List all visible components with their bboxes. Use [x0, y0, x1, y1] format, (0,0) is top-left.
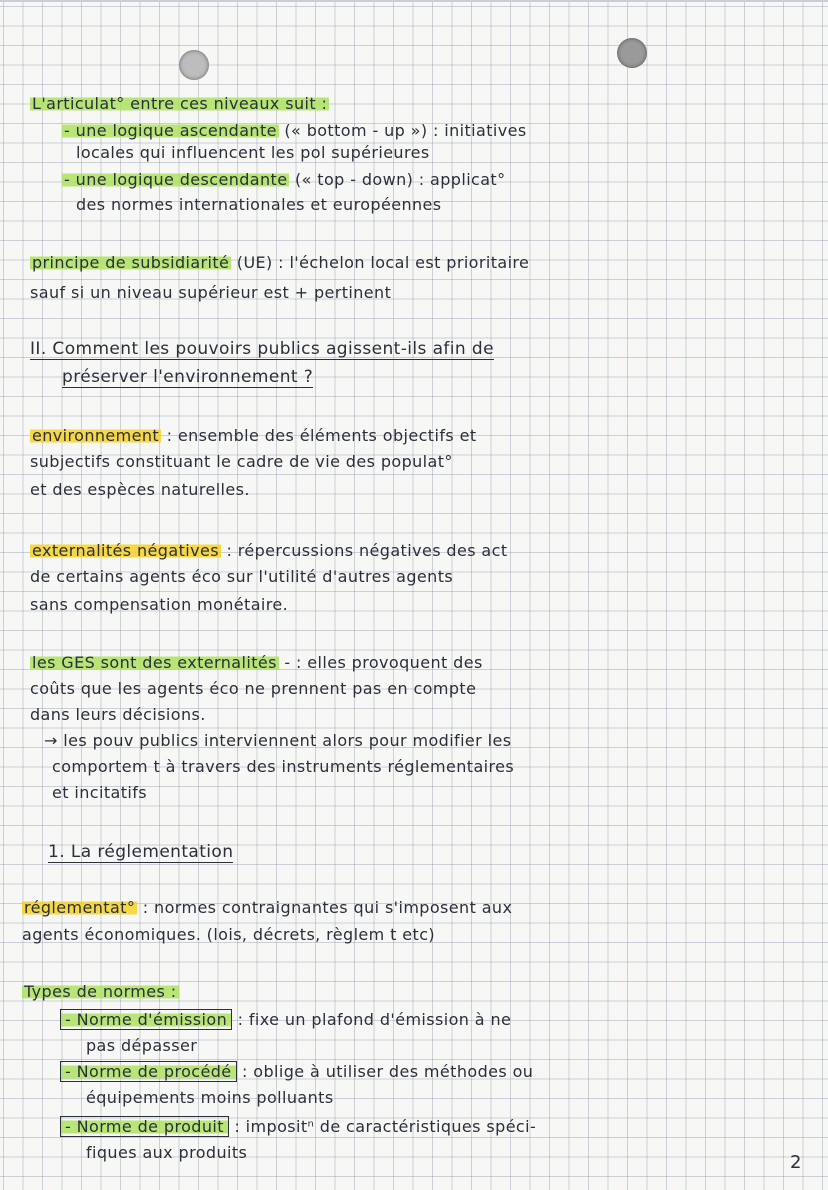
regulation-def-line1-rest: : normes contraignantes qui s'imposent aux [142, 898, 513, 917]
norm-product-line2 [86, 1143, 247, 1163]
section-2-title-line1 [30, 339, 494, 359]
norm-types-heading [22, 982, 179, 1002]
norm-process-line1 [60, 1062, 533, 1082]
subsection-1-title [48, 842, 233, 862]
ges-line6 [52, 783, 147, 803]
norm-process-line2 [86, 1088, 334, 1108]
ges-line1-rest: - : elles provoquent des [284, 653, 483, 672]
ges-line3 [30, 705, 206, 725]
regulation-def-line2 [22, 925, 435, 945]
bullet-ascending-cont-text: locales qui influencent les pol supérieures [76, 143, 430, 162]
ges-term: les GES sont des externalités [32, 653, 277, 672]
page-top-edge [0, 0, 828, 2]
section-2-title-line1-text: II. Comment les pouvoirs publics agissent-ils afin de [30, 339, 494, 359]
ges-line2-text: coûts que les agents éco ne prennent pas en compte [30, 679, 477, 698]
environment-def-line3 [30, 480, 250, 500]
section-2-title-line2 [62, 367, 313, 387]
bullet-ascending [62, 121, 527, 141]
section-2-title-line2-text: préserver l'environnement ? [62, 367, 314, 387]
norm-product-rest: : impositⁿ de caractéristiques spéci- [234, 1117, 537, 1136]
environment-def-line1 [30, 426, 477, 446]
externalities-term: externalités négatives [32, 541, 219, 560]
bullet-ascending-rest: (« bottom - up ») : initiatives [284, 121, 527, 140]
ges-line4 [44, 731, 511, 751]
environment-def-line2-text: subjectifs constituant le cadre de vie des populat° [30, 452, 453, 471]
bullet-descending-cont [76, 195, 442, 215]
subsidiarity-line2-text: sauf si un niveau supérieur est + pertinent [30, 283, 392, 302]
norm-product-term: - Norme de produit [60, 1116, 229, 1137]
bullet-ascending-cont [76, 143, 430, 163]
environment-def-line3-text: et des espèces naturelles. [30, 480, 250, 499]
norm-emission-rest: : fixe un plafond d'émission à ne [237, 1010, 512, 1029]
externalities-def-line1-rest: : répercussions négatives des act [226, 541, 508, 560]
regulation-term: réglementat° [24, 898, 136, 917]
norm-emission-term: - Norme d'émission [60, 1009, 232, 1030]
subsidiarity-line1-rest: (UE) : l'échelon local est prioritaire [236, 253, 530, 272]
externalities-def-line3 [30, 595, 288, 615]
externalities-def-line2-text: de certains agents éco sur l'utilité d'autres agents [30, 567, 454, 586]
externalities-def-line1 [30, 541, 508, 561]
norm-process-line2-text: équipements moins polluants [86, 1088, 334, 1107]
externalities-def-line2 [30, 567, 453, 587]
ges-line4-text: → les pouv publics interviennent alors pour modifier les [44, 731, 512, 750]
ges-line1 [30, 653, 483, 673]
subsidiarity-term: principe de subsidiarité [32, 253, 230, 272]
ges-line5 [52, 757, 514, 777]
binder-hole-left [179, 50, 209, 80]
norm-emission-line1 [60, 1010, 511, 1030]
environment-term: environnement [32, 426, 160, 445]
bullet-descending-term: - une logique descendante [64, 170, 288, 189]
bullet-ascending-term: - une logique ascendante [64, 121, 277, 140]
externalities-def-line3-text: sans compensation monétaire. [30, 595, 289, 614]
norm-process-term: - Norme de procédé [60, 1061, 237, 1082]
page-number: 2 [790, 1152, 802, 1173]
norm-process-rest: : oblige à utiliser des méthodes ou [242, 1062, 534, 1081]
norm-emission-line2 [86, 1036, 197, 1056]
bullet-descending [62, 170, 506, 190]
subsection-1-title-text: 1. La réglementation [48, 842, 234, 862]
regulation-def-line2-text: agents économiques. (lois, décrets, règlem t etc) [22, 925, 436, 944]
bullet-descending-rest: (« top - down) : applicat° [294, 170, 506, 189]
levels-intro [30, 94, 329, 114]
subsidiarity-line1 [30, 253, 529, 273]
norm-types-heading-text: Types de normes : [24, 982, 177, 1001]
bullet-descending-cont-text: des normes internationales et européennes [76, 195, 442, 214]
subsidiarity-line2 [30, 283, 391, 303]
norm-product-line1 [60, 1117, 536, 1137]
regulation-def-line1 [22, 898, 512, 918]
binder-hole-right [617, 38, 647, 68]
environment-def-line2 [30, 452, 453, 472]
ges-line6-text: et incitatifs [52, 783, 147, 802]
ges-line2 [30, 679, 476, 699]
environment-def-line1-rest: : ensemble des éléments objectifs et [166, 426, 477, 445]
levels-intro-text: L'articulat° entre ces niveaux suit : [32, 94, 328, 113]
norm-emission-line2-text: pas dépasser [86, 1036, 198, 1055]
ges-line3-text: dans leurs décisions. [30, 705, 206, 724]
norm-product-line2-text: fiques aux produits [86, 1143, 248, 1162]
ges-line5-text: comportem t à travers des instruments réglementaires [52, 757, 515, 776]
